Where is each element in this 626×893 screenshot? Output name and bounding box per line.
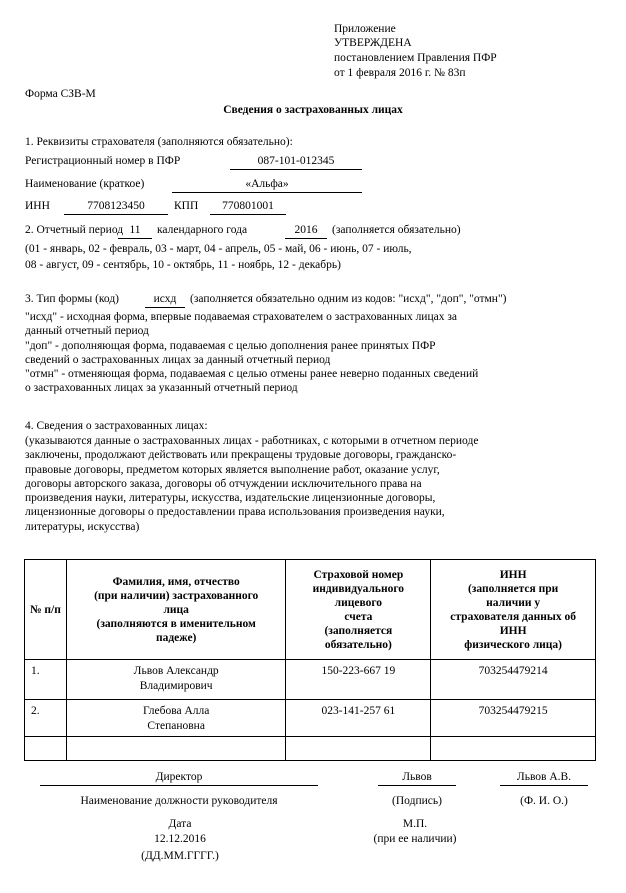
form-type-desc-line: сведений о застрахованных лицах за данный отчетный период [25,353,331,366]
table-row [25,660,596,700]
date-label: Дата [168,818,192,830]
row-fio [66,660,286,700]
kpp-underline [210,214,286,215]
section1-heading: 1. Реквизиты страхователя (заполняются обязательно): [25,136,293,148]
reg-number-label: Регистрационный номер в ПФР [25,155,181,167]
date-format: (ДД.ММ.ГГГГ.) [141,850,219,862]
header-fio-line: лица [163,603,189,616]
position-caption: Наименование должности руководителя [80,795,278,807]
kpp-label: КПП [174,200,199,212]
signer-fio-underline [500,785,588,786]
header-snils-line: обязательно) [324,638,392,651]
form-type-label: 3. Тип формы (код) [25,293,120,305]
reg-number-underline [230,169,362,170]
signer-fio: Львов А.В. [516,771,572,783]
period-year-label: календарного года [157,224,248,236]
period-year-underline [285,238,327,239]
row-fio [66,700,286,737]
section4-desc-line: правовые договоры, предметом которых является выполнение работ, оказание услуг, [25,463,440,476]
period-year: 2016 [294,224,318,236]
approval-line-2: УТВЕРЖДЕНА [334,37,412,49]
period-note: (заполняется обязательно) [332,224,461,236]
inn-value: 7708123450 [87,200,145,212]
table-row-empty [25,737,596,761]
months-line-2: 08 - август, 09 - сентябрь, 10 - октябрь, 11 - ноябрь, 12 - декабрь) [25,259,341,271]
section4-desc-line: заключены, продолжают действовать или прекращены трудовые договоры, гражданско- [25,449,457,462]
months-line-1: (01 - январь, 02 - февраль, 03 - март, 04 - апрель, 05 - май, 06 - июнь, 07 - июль, [25,243,412,255]
signer-signature: Львов [402,771,432,783]
inn-label: ИНН [25,200,50,212]
row-fio-line: Степановна [147,720,205,732]
date-value: 12.12.2016 [154,833,206,845]
stamp-note: (при ее наличии) [373,833,457,845]
header-snils-line: Страховой номер [313,568,404,581]
header-fio-line: (при наличии) застрахованного [94,589,259,602]
form-label: Форма СЗВ-М [25,88,96,100]
form-type-desc-line: "доп" - дополняющая форма, подаваемая с целью дополнения ранее принятых ПФР [25,339,436,352]
row-inn: 703254479215 [431,700,596,737]
section4-desc-line: литературы, искусства) [25,520,140,533]
signer-position-underline [40,785,318,786]
header-fio-line: Фамилия, имя, отчество [112,575,240,588]
short-name-label: Наименование (краткое) [25,178,145,190]
row-fio-line: Глебова Алла [142,705,210,717]
signer-signature-underline [378,785,456,786]
document-title: Сведения о застрахованных лицах [223,104,403,116]
reg-number-value: 087-101-012345 [257,155,335,167]
form-type-desc-line: "исхд" - исходная форма, впервые подаваемая страхователем о застрахованных лицах за [25,311,457,323]
period-month: 11 [129,224,141,236]
row-inn: 703254479214 [431,660,596,700]
header-fio-line: падеже) [155,631,197,644]
section4-desc-line: лицензионные договоры о предоставлении права использования произведения науки, [25,506,445,519]
row-num: 2. [25,700,67,737]
header-inn-line: ИНН [499,624,527,637]
approval-line-1: Приложение [334,23,396,35]
section4-description [25,434,478,534]
insured-persons-table [24,559,596,761]
table-row [25,700,596,737]
header-fio-line: (заполняются в именительном [96,617,256,630]
header-inn-line: наличии у [486,596,541,609]
form-type-desc-line: о застрахованных лицах за указанный отчетный период [25,382,298,395]
form-type-desc-line: "отмн" - отменяющая форма, подаваемая с целью отмены ранее неверно поданных сведений [25,368,479,381]
header-inn-line: физического лица) [464,638,562,651]
fio-caption: (Ф. И. О.) [520,795,568,807]
signature-caption: (Подпись) [392,795,442,807]
row-snils: 150-223-667 19 [286,660,431,700]
kpp-value: 770801001 [222,200,274,212]
header-num: № п/п [25,560,67,660]
header-snils-line: индивидуального [312,582,405,595]
header-inn [431,560,596,660]
short-name-underline [172,192,362,193]
short-name-value: «Альфа» [245,178,289,190]
form-type-note: (заполняется обязательно одним из кодов: "исхд", "доп", "отмн") [190,293,507,305]
header-snils-line: (заполняется [324,624,393,637]
period-month-underline [118,238,152,239]
header-snils [286,560,431,660]
section4-desc-line: договоры авторского заказа, договоры об отчуждении исключительного права на [25,477,422,490]
header-inn-line: ИНН [499,568,527,581]
table-header-row [25,560,596,660]
row-fio-line: Львов Александр [133,665,219,677]
approval-line-3: постановлением Правления ПФР [334,52,497,64]
signer-position: Директор [155,771,203,783]
header-inn-line: (заполняется при [467,582,559,595]
row-snils: 023-141-257 61 [286,700,431,737]
inn-underline [64,214,168,215]
stamp-label: М.П. [402,818,428,830]
form-type-underline [145,307,185,308]
row-fio-line: Владимирович [139,680,213,692]
form-type-desc-line: данный отчетный период [25,325,149,338]
form-type-descriptions [25,310,478,396]
row-num: 1. [25,660,67,700]
section4-heading: 4. Сведения о застрахованных лицах: [25,420,208,432]
period-label: 2. Отчетный период [25,224,124,236]
section4-desc-line: произведения науки, литературы, искусства, издательские лицензионные договоры, [25,492,436,505]
approval-line-4: от 1 февраля 2016 г. № 83п [334,67,466,79]
header-snils-line: счета [344,610,373,623]
header-snils-line: лицевого [334,596,383,609]
header-fio [66,560,286,660]
section4-desc-line: (указываются данные о застрахованных лицах - работниках, с которыми в отчетном периоде [25,435,479,447]
form-type-code: исхд [153,293,177,305]
header-inn-line: страхователя данных об [450,610,576,623]
